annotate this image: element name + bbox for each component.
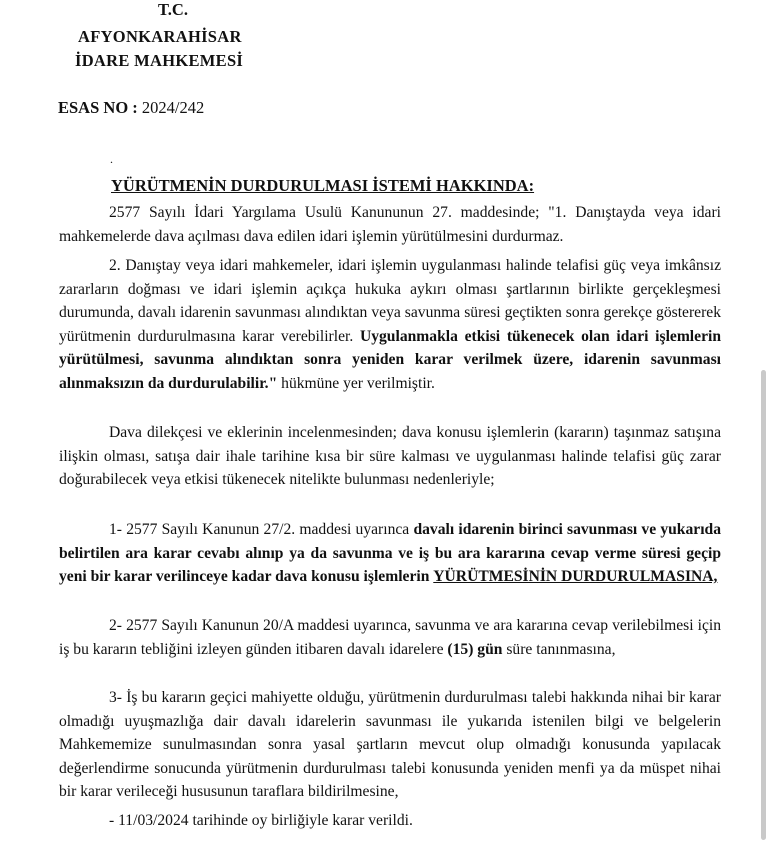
article-2-bold-text: Uygulanmakla etkisi tükenecek olan idari işlemlerin yürütülmesi, savunma alındıktan sonra yeniden karar verilmek üzere, idarenin savunması alınmaksızın da durdurulabilir." [59,327,721,392]
case-number [58,98,204,118]
header-city: AFYONKARAHİSAR [78,27,242,46]
decision-2-tail: süre tanınmasına, [506,640,616,658]
decision-1-ruling: YÜRÜTMESİNİN DURDURULMASINA, [433,568,718,586]
case-number-value: 2024/242 [141,98,205,117]
stray-dot: . [110,152,113,166]
paragraph-decision-1 [59,518,721,589]
case-number-label: ESAS NO : [58,98,138,117]
scrollbar[interactable] [761,370,766,840]
paragraph-text: - 11/03/2024 tarihinde oy birliğiyle karar verildi. [109,812,413,829]
header-tc: T.C. [158,0,188,19]
paragraph-law-article [59,201,721,248]
paragraph-text: 3- İş bu kararın geçici mahiyette olduğu, yürütmenin durdurulması talebi hakkında nihai bir karar olmadığı uyuşmazlığa dair davalı idarelerin savunması ile yukarıda istenilen bilgi ve belgelerin Mahkememize sunulmasından sonra yasal şartların mevcut olup olmadığı konusunda yapılacak değerlendirme sonucunda yürütmenin durdurulması talebi konusunda yeniden menfi ya da müspet nihai bir karar verileceği hususunun taraflara bildirilmesine, [59,689,721,801]
paragraph-article-2 [59,254,721,396]
header-court: İDARE MAHKEMESİ [75,51,244,70]
paragraph-decision-2 [59,614,721,661]
paragraph-decision-3 [59,686,721,804]
paragraph-examination [59,421,721,492]
paragraph-text: 2577 Sayılı İdari Yargılama Usulü Kanununun 27. maddesinde; "1. Danıştayda veya idari mahkemelerde dava açılması dava edilen idari işlemin yürütülmesini durdurmaz. [59,204,721,245]
paragraph-text: Dava dilekçesi ve eklerinin incelenmesinden; dava konusu işlemlerin (kararın) taşınmaz satışına ilişkin olması, satışa dair ihale tarihine kısa bir süre kalması ve uygulanması halinde telafisi güç zarar doğurabilecek veya etkisi tükenecek nitelikte bulunması nedenleriyle; [59,424,721,489]
decision-2-text: 2- 2577 Sayılı Kanunun 20/A maddesi uyarınca, savunma ve ara kararına cevap verilebilmesi için iş bu kararın tebliğini izleyen günden itibaren davalı idarelere [59,617,721,658]
decision-1-text: 1- 2577 Sayılı Kanunun 27/2. maddesi uyarınca [109,521,410,538]
decision-1-bold-text: davalı idarenin birinci savunması ve yukarıda belirtilen ara karar cevabı alınıp ya da savunma ve iş bu ara kararına cevap verme süresi geçip yeni bir karar verilinceye kadar dava konusu işlemlerin [59,521,722,586]
section-heading: YÜRÜTMENİN DURDURULMASI İSTEMİ HAKKINDA: [111,176,535,195]
article-2-tail: hükmüne yer verilmiştir. [281,374,435,392]
decision-2-days: (15) gün [447,640,503,658]
paragraph-verdict-date [59,809,721,833]
article-2-text: 2. Danıştay veya idari mahkemeler, idari işlemin uygulanması halinde telafisi güç veya imkânsız zararların doğması ve idari işlemin açıkça hukuka aykırı olması şartlarının birlikte gerçekleşmesi durumunda, davalı idarenin savunması alındıktan veya savunma süresi geçtikten sonra gerekçe göstererek yürütmenin durdurulmasına karar verebilirler. [59,257,721,345]
